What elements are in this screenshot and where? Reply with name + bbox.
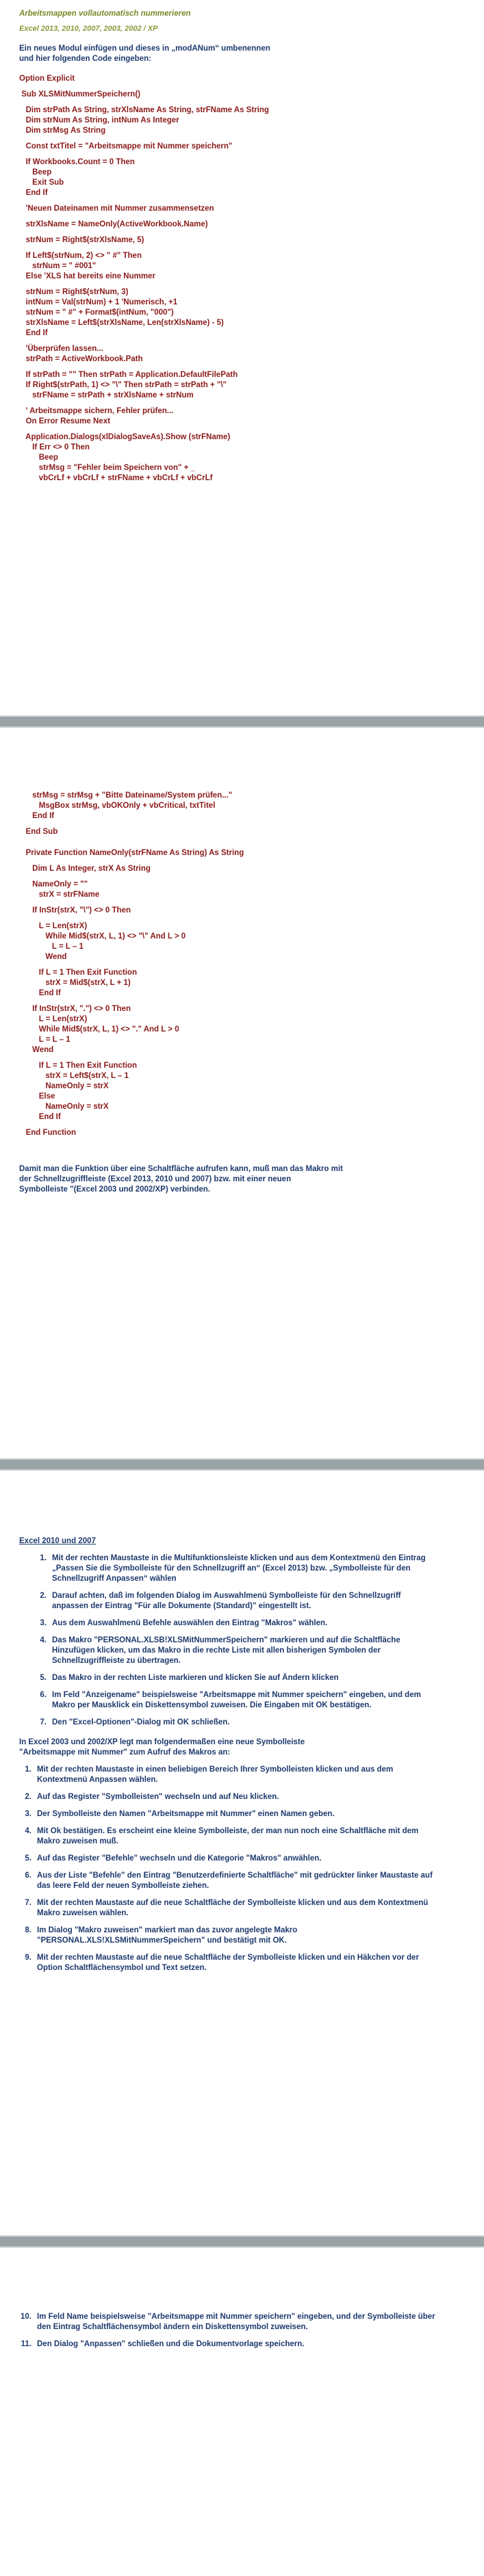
list-item — [19, 1826, 437, 1847]
code-line: If Right$(strPath, 1) <> "\" Then strPath = strPath + "\" — [19, 381, 227, 389]
code-line — [19, 822, 343, 827]
intro-line: Ein neues Modul einfügen und dieses in „modANum“ umbenennen — [19, 44, 270, 53]
paragraph-line: In Excel 2003 und 2002/XP legt man folgendermaßen eine neue Symbolleiste — [19, 1738, 305, 1746]
code-line: End Sub — [19, 828, 58, 836]
code-block-1 — [19, 74, 270, 484]
code-line: intNum = Val(strNum) + 1 'Numerisch, +1 — [19, 298, 178, 306]
list-number: 9. — [25, 1954, 31, 1962]
list-text: Mit der rechten Maustaste in die Multifunktionsleiste klicken und aus dem Kontextmenü den Eintrag „Passen Sie die Symbolleiste für den Schnellzugriff an“ (Excel 2013) bzw. „Symbolleiste für den Schnellzugriff Anpassen“ wählen — [52, 1554, 426, 1583]
list-number: 7. — [40, 1718, 47, 1726]
code-line: vbCrLf + vbCrLf + strFName + vbCrLf + vbCrLf — [19, 474, 213, 482]
page-separator — [0, 1458, 484, 1471]
code-line: strNum = Right$(strXlsName, 5) — [19, 236, 144, 244]
code-line: strNum = " #" + Format$(intNum, "000") — [19, 308, 174, 317]
code-line: End If — [19, 189, 48, 197]
code-line: End If — [19, 329, 48, 337]
code-line — [19, 136, 270, 142]
code-line: If L = 1 Then Exit Function — [19, 1062, 137, 1070]
intro-text — [19, 44, 270, 64]
list-text: Mit der rechten Maustaste auf die neue Schaltfläche der Symbolleiste klicken und ein Häkchen vor der Option Schaltflächensymbol und Text setzen. — [37, 1954, 419, 1972]
code-line: End If — [19, 1113, 61, 1121]
steps-excel-2003 — [19, 1765, 437, 1973]
list-text: Aus dem Auswahlmenü Befehle auswählen den Eintrag "Makros" wählen. — [52, 1619, 328, 1627]
code-line: 'Überprüfen lassen... — [19, 345, 103, 353]
code-line: strMsg = "Fehler beim Speichern von" + _ — [19, 464, 195, 472]
list-text: Im Feld Name beispielsweise "Arbeitsmappe mit Nummer speichern" eingeben, und der Symbolleiste über den Eintrag Schaltflächensymbol ändern ein Diskettensymbol zuweisen. — [37, 2313, 435, 2331]
list-number: 7. — [25, 1899, 31, 1907]
list-text: Im Feld "Anzeigename" beispielsweise "Arbeitsmappe mit Nummer speichern" eingeben, und dem Makro per Mausklick ein Diskettensymbol zuweisen. Die Eingaben mit OK bestätigen. — [52, 1691, 421, 1709]
list-number: 6. — [40, 1691, 47, 1699]
list-number: 3. — [40, 1619, 47, 1627]
list-text: Darauf achten, daß im folgenden Dialog im Auswahlmenü Symbolleiste für den Schnellzugriff anpassen der Eintrag "Für alle Dokumente (Standard)" eingestellt ist. — [52, 1592, 401, 1610]
code-line: While Mid$(strX, L, 1) <> "." And L > 0 — [19, 1025, 179, 1034]
code-line: Const txtTitel = "Arbeitsmappe mit Nummer speichern" — [19, 142, 233, 150]
code-line — [19, 152, 270, 157]
list-number: 4. — [40, 1636, 47, 1644]
list-item — [19, 1926, 437, 1946]
list-number: 1. — [40, 1554, 47, 1562]
code-line — [19, 1122, 343, 1128]
code-line: Dim strNum As String, intNum As Integer — [19, 116, 179, 124]
list-number: 8. — [25, 1926, 31, 1934]
code-line: NameOnly = strX — [19, 1103, 109, 1111]
list-number: 10. — [21, 2313, 31, 2321]
code-line: While Mid$(strX, L, 1) <> "\" And L > 0 — [19, 932, 186, 941]
list-number: 3. — [25, 1810, 31, 1818]
code-line: NameOnly = strX — [19, 1082, 109, 1090]
code-line: End If — [19, 812, 55, 820]
code-line: strXlsName = NameOnly(ActiveWorkbook.Name) — [19, 220, 208, 228]
code-line: Beep — [19, 454, 58, 462]
code-line: strX = strFName — [19, 891, 100, 899]
list-item — [19, 1871, 437, 1891]
code-line: If Workbooks.Count = 0 Then — [19, 158, 135, 166]
code-line — [19, 339, 270, 344]
code-line — [19, 84, 270, 90]
code-line: strFName = strPath + strXlsName + strNum — [19, 391, 194, 399]
code-line: Application.Dialogs(xlDialogSaveAs).Show (strFName) — [19, 433, 231, 441]
code-line: MsgBox strMsg, vbOKOnly + vbCritical, txtTitel — [19, 802, 216, 810]
code-line: If strPath = "" Then strPath = Application.DefaultFilePath — [19, 371, 238, 379]
list-number: 11. — [21, 2340, 31, 2348]
list-text: Das Makro "PERSONAL.XLSB!XLSMitNummerSpeichern" markieren und auf die Schaltfläche Hinzufügen klicken, um das Makro in die rechte Liste mit allen bisherigen Symbolen der Schnellzugriffleiste zu übertragen. — [52, 1636, 400, 1665]
paragraph-line: der Schnellzugriffleiste (Excel 2013, 2010 und 2007) bzw. mit einer neuen — [19, 1175, 292, 1183]
list-number: 2. — [25, 1793, 31, 1801]
list-text: Mit Ok bestätigen. Es erscheint eine kleine Symbolleiste, der man nun noch eine Schaltfläche mit dem Makro zuweisen muß. — [37, 1827, 419, 1845]
list-text: Auf das Register "Befehle" wechseln und die Kategorie "Makros" anwählen. — [37, 1854, 322, 1863]
code-line: Private Function NameOnly(strFName As String) As String — [19, 849, 244, 857]
code-line: If L = 1 Then Exit Function — [19, 969, 137, 977]
list-number: 5. — [40, 1674, 47, 1682]
code-line: L = L – 1 — [19, 1036, 71, 1044]
code-line — [19, 916, 343, 921]
code-line — [19, 282, 270, 287]
code-line: strPath = ActiveWorkbook.Path — [19, 355, 143, 363]
list-number: 6. — [25, 1871, 31, 1880]
code-line — [19, 962, 343, 968]
code-line — [19, 427, 270, 432]
list-item — [19, 1854, 437, 1864]
list-item — [19, 1809, 437, 1819]
list-text: Aus der Liste "Befehle" den Eintrag "Benutzerdefinierte Schaltfläche" mit gedrückter linker Maustaste auf das leere Feld der neuen Symbolleiste ziehen. — [37, 1871, 433, 1890]
code-line — [19, 900, 343, 906]
section-heading: Excel 2010 und 2007 — [19, 1537, 96, 1545]
code-line — [19, 858, 343, 864]
code-line: Dim L As Integer, strX As String — [19, 865, 151, 873]
list-text: Das Makro in der rechten Liste markieren und klicken Sie auf Ändern klicken — [52, 1674, 339, 1682]
list-item — [34, 1635, 437, 1666]
document-title: Arbeitsmappen vollautomatisch nummerieren — [19, 10, 191, 18]
code-line — [19, 198, 270, 204]
code-line — [19, 230, 270, 235]
code-line: Dim strPath As String, strXlsName As String, strFName As String — [19, 106, 269, 114]
code-line — [19, 843, 343, 848]
code-line: If Left$(strNum, 2) <> " #" Then — [19, 252, 142, 260]
list-number: 4. — [25, 1827, 31, 1835]
intro-line: und hier folgenden Code eingeben: — [19, 55, 151, 63]
excel-2003-intro — [19, 1737, 437, 1758]
list-item — [19, 2339, 437, 2350]
list-item — [34, 1690, 437, 1711]
code-line: L = Len(strX) — [19, 1015, 88, 1023]
code-line: Option Explicit — [19, 75, 75, 83]
list-item — [34, 1591, 437, 1612]
code-line: Else — [19, 1092, 55, 1101]
list-text: Der Symbolleiste den Namen "Arbeitsmappe mit Nummer" einen Namen geben. — [37, 1810, 335, 1818]
code-line: Sub XLSMitNummerSpeichern() — [19, 90, 140, 98]
code-line — [19, 1055, 343, 1061]
code-line — [19, 837, 343, 843]
code-line — [19, 999, 343, 1004]
list-item — [19, 1792, 437, 1802]
code-line: strNum = " #001" — [19, 262, 97, 270]
list-item — [34, 1673, 437, 1683]
code-line — [19, 401, 270, 406]
list-text: Den "Excel-Optionen"-Dialog mit OK schließen. — [52, 1718, 230, 1726]
page-separator — [0, 2235, 484, 2248]
list-text: Auf das Register "Symbolleisten" wechseln und auf Neu klicken. — [37, 1793, 279, 1801]
paragraph-line: "Arbeitsmappe mit Nummer" zum Aufruf des Makros an: — [19, 1748, 231, 1757]
list-text: Im Dialog "Makro zuweisen" markiert man das zuvor angelegte Makro "PERSONAL.XLS!XLSMitNummerSpeichern" und bestätigt mit OK. — [37, 1926, 298, 1945]
code-line: End Function — [19, 1129, 77, 1137]
list-text: Den Dialog "Anpassen" schließen und die Dokumentvorlage speichern. — [37, 2340, 305, 2348]
macro-button-paragraph — [19, 1164, 343, 1195]
paragraph-line: Damit man die Funktion über eine Schaltfläche aufrufen kann, muß man das Makro mit — [19, 1165, 343, 1173]
code-line: Dim strMsg As String — [19, 127, 106, 135]
code-line: L = L – 1 — [19, 943, 84, 951]
code-line: strXlsName = Left$(strXlsName, Len(strXlsName) - 5) — [19, 319, 224, 327]
list-number: 2. — [40, 1592, 47, 1600]
code-line — [19, 100, 270, 105]
code-line: strMsg = strMsg + "Bitte Dateiname/System prüfen..." — [19, 791, 233, 800]
list-number: 1. — [25, 1765, 31, 1774]
list-item — [19, 1953, 437, 1973]
code-line: Beep — [19, 168, 52, 176]
code-line: If InStr(strX, ".") <> 0 Then — [19, 1005, 131, 1013]
code-line: 'Neuen Dateinamen mit Nummer zusammensetzen — [19, 205, 214, 213]
code-line — [19, 365, 270, 370]
list-item — [34, 1718, 437, 1728]
steps-excel-2003-continued — [19, 2312, 437, 2350]
code-line: End If — [19, 989, 61, 997]
version-line: Excel 2013, 2010, 2007, 2003, 2002 / XP — [19, 25, 158, 33]
list-item — [19, 1765, 437, 1785]
list-item — [19, 2312, 437, 2332]
code-line: ' Arbeitsmappe sichern, Fehler prüfen... — [19, 407, 174, 415]
code-line: NameOnly = "" — [19, 880, 88, 889]
list-item — [34, 1618, 437, 1629]
list-text: Mit der rechten Maustaste in einen beliebigen Bereich Ihrer Symbolleisten klicken und aus dem Kontextmenü Anpassen wählen. — [37, 1765, 394, 1784]
code-line: If Err <> 0 Then — [19, 443, 90, 451]
list-text: Mit der rechten Maustaste auf die neue Schaltfläche der Symbolleiste klicken und aus dem Kontextmenü Makro zuweisen wählen. — [37, 1899, 429, 1917]
code-line — [19, 874, 343, 880]
code-line — [19, 214, 270, 220]
code-line: Exit Sub — [19, 179, 64, 187]
code-line: Else 'XLS hat bereits eine Nummer — [19, 272, 155, 280]
code-line: strX = Left$(strX, L – 1 — [19, 1072, 129, 1080]
code-line: Wend — [19, 1046, 54, 1054]
list-item — [34, 1553, 437, 1584]
code-line: If InStr(strX, "\") <> 0 Then — [19, 906, 131, 915]
code-line: On Error Resume Next — [19, 417, 110, 425]
list-item — [19, 1898, 437, 1919]
code-block-2 — [19, 791, 343, 1138]
code-line: L = Len(strX) — [19, 922, 88, 930]
steps-excel-2010 — [19, 1553, 437, 1728]
list-number: 5. — [25, 1854, 31, 1863]
code-line: Wend — [19, 953, 67, 961]
paragraph-line: Symbolleiste "(Excel 2003 und 2002/XP) verbinden. — [19, 1185, 211, 1194]
code-line: strX = Mid$(strX, L + 1) — [19, 979, 131, 987]
code-line: strNum = Right$(strNum, 3) — [19, 288, 129, 296]
page-separator — [0, 715, 484, 728]
code-line — [19, 246, 270, 251]
